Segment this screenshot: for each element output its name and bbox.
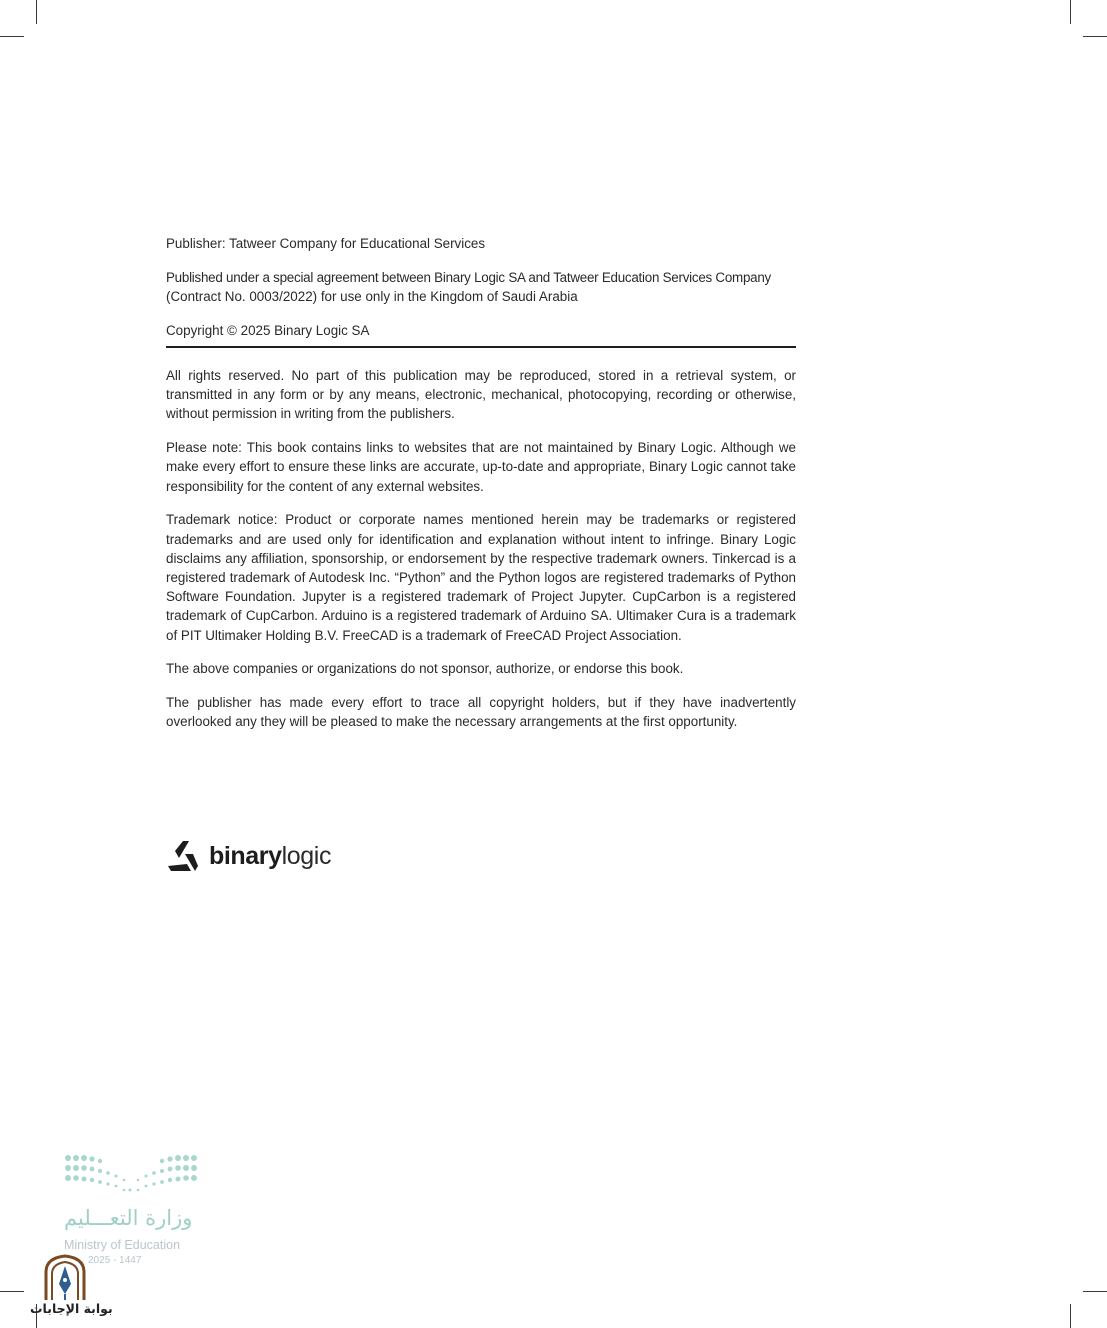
wordmark-light: logic [281, 841, 332, 870]
publisher-line: Publisher: Tatweer Company for Educational Services [166, 236, 486, 251]
trademark-paragraph: Trademark notice: Product or corporate names mentioned herein may be trademarks or registered trademarks and are used only for identification and explanation without intent to infringe. Binary Logic disclaims any affiliation, sponsorship, or endorsement by the respective trademark owners. Tinkercad is a registered trademark of Autodesk Inc. “Python” and the Python logos are registered trademarks of Python Software Foundation. Jupyter is a registered trademark of Project Jupyter. CupCarbon is a registered trademark of CupCarbon. Arduino is a registered trademark of Arduino SA. Ultimaker Cura is a trademark of PIT Ultimaker Holding B.V. FreeCAD is a trademark of FreeCAD Project Association. [166, 512, 796, 643]
binarylogic-wordmark [209, 842, 331, 871]
mosque-pen-badge-icon [42, 1254, 88, 1302]
copyright-holders-paragraph: The publisher has made every effort to trace all copyright holders, but if they have inadvertently overlooked any they will be pleased to make the necessary arrangements at the first opportunity. [166, 695, 796, 730]
note-paragraph: Please note: This book contains links to websites that are not maintained by Binary Logic. Although we make every effort to ensure these links are accurate, up-to-date and appropriate, Binary Logic cannot take responsibility for the content of any external websites. [166, 440, 796, 494]
wordmark-bold: binary [209, 841, 282, 870]
ministry-year: 2025 - 1447 [88, 1255, 142, 1266]
copyright-line: Copyright © 2025 Binary Logic SA [166, 322, 370, 338]
agreement-line-1: Published under a special agreement between Binary Logic SA and Tatweer Education Services Company [166, 269, 771, 285]
crop-mark-top-left-v [36, 0, 37, 24]
binarylogic-logo [166, 838, 331, 874]
binarylogic-logo-icon [166, 839, 200, 873]
agreement-statement [166, 268, 796, 306]
crop-mark-top-right-v [1070, 0, 1071, 24]
crop-mark-bottom-left-h [0, 1291, 24, 1292]
crop-mark-top-right-h [1083, 36, 1107, 37]
rights-paragraph: All rights reserved. No part of this publication may be reproduced, stored in a retrieval system, or transmitted in any form or by any means, electronic, mechanical, photocopying, recording or otherwise, without permission in writing from the publishers. [166, 368, 796, 422]
agreement-line-2: (Contract No. 0003/2022) for use only in the Kingdom of Saudi Arabia [166, 289, 578, 304]
section-divider [166, 346, 796, 348]
endorse-paragraph: The above companies or organizations do not sponsor, authorize, or endorse this book. [166, 661, 684, 677]
ministry-arabic-name: وزارة التعـــليم [64, 1206, 193, 1230]
crop-mark-bottom-right-h [1083, 1291, 1107, 1292]
crop-mark-bottom-right-v [1070, 1304, 1071, 1328]
portal-label: بوابة الإجابات [30, 1301, 113, 1316]
ministry-english-name: Ministry of Education [64, 1238, 181, 1252]
crop-mark-top-left-h [0, 36, 24, 37]
copyright-page-content [166, 234, 796, 746]
